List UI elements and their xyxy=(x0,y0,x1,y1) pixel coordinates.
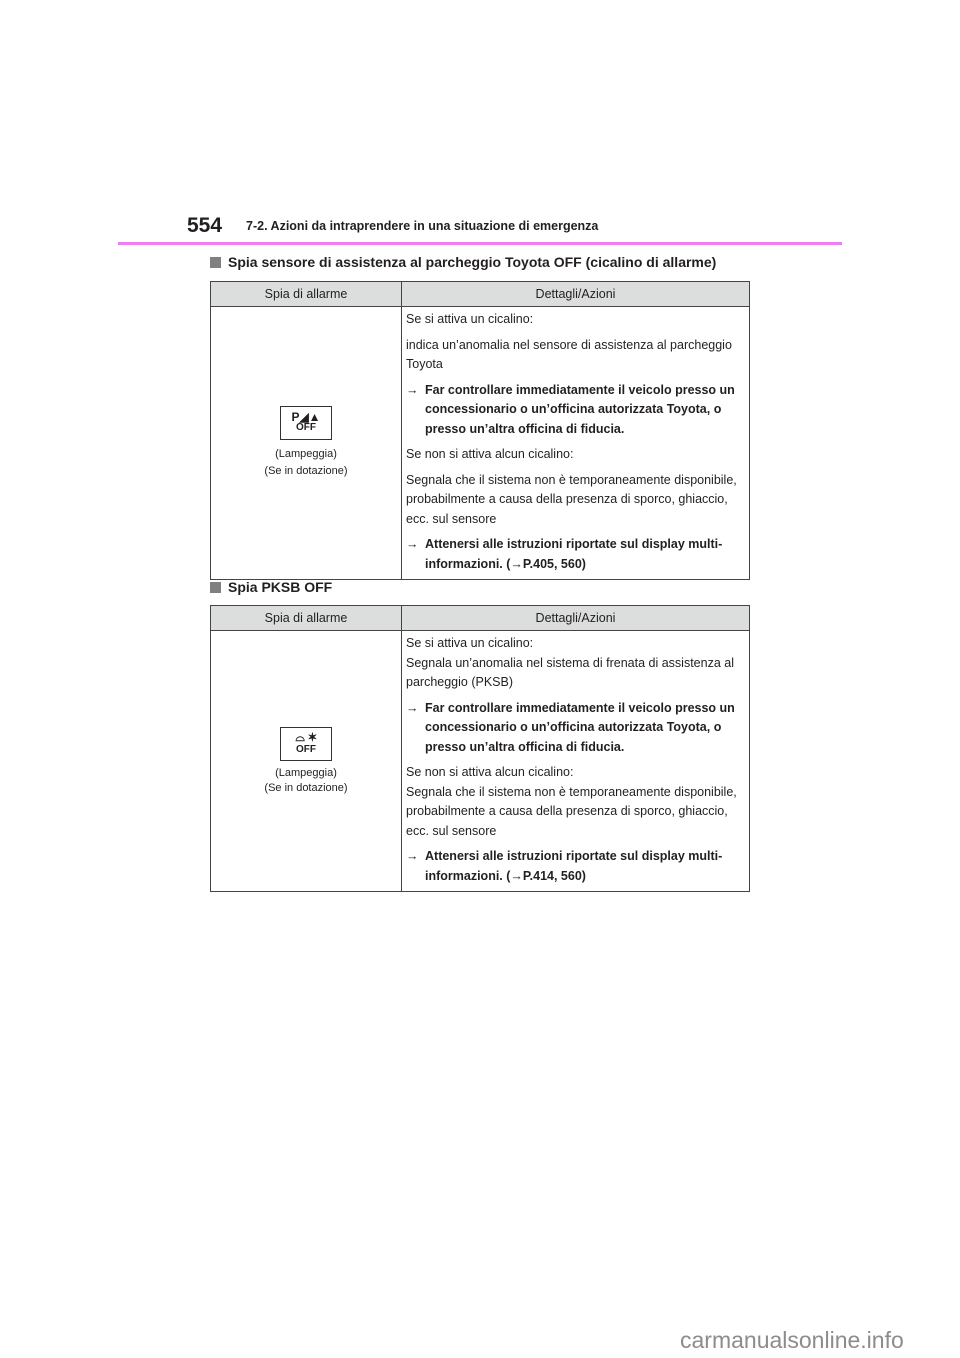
arrow-icon: → xyxy=(406,700,419,715)
action-text: → Far controllare immediatamente il veicolo presso un concessionario o un’officina autorizzata Toyota, o presso un’altra officina di fiducia. xyxy=(406,382,735,436)
section-title: Spia PKSB OFF xyxy=(228,579,333,595)
column-header: Spia di allarme xyxy=(211,606,402,631)
section-heading xyxy=(210,254,716,270)
watermark: carmanualsonline.info xyxy=(680,1327,904,1353)
details-cell xyxy=(402,631,750,892)
note: (Se in dotazione) xyxy=(264,465,348,477)
note: (Lampeggia) xyxy=(275,766,337,779)
detail-text: Segnala che il sistema non è temporaneamente disponibile, probabilmente a causa della presenza di sporco, ghiaccio, ecc. sul sensore xyxy=(406,472,737,526)
detail-text: indica un’anomalia nel sensore di assistenza al parcheggio Toyota xyxy=(406,337,732,371)
warning-table xyxy=(210,281,750,580)
parking-sensor-off-icon: P◢▲ OFF xyxy=(280,406,332,440)
section-title: Spia sensore di assistenza al parcheggio Toyota OFF (cicalino di allarme) xyxy=(228,254,717,270)
note: (Lampeggia) xyxy=(275,448,337,460)
indicator-cell xyxy=(211,631,402,892)
arrow-icon: → xyxy=(406,849,419,863)
warning-table xyxy=(210,605,750,892)
detail-text: Se si attiva un cicalino: xyxy=(406,636,534,650)
column-header: Dettagli/Azioni xyxy=(402,606,750,631)
arrow-icon: → xyxy=(406,537,419,551)
square-bullet-icon xyxy=(210,582,221,593)
section-heading xyxy=(210,579,332,595)
detail-text: Se non si attiva alcun cicalino: xyxy=(406,765,574,779)
detail-text: Segnala che il sistema non è temporaneamente disponibile, probabilmente a causa della presenza di sporco, ghiaccio, ecc. sul sensore xyxy=(406,784,737,838)
action-text: → Attenersi alle istruzioni riportate sul display multi-informazioni. (→P.405, 560) xyxy=(406,537,723,571)
column-header: Spia di allarme xyxy=(211,282,402,307)
square-bullet-icon xyxy=(210,257,221,268)
note: (Se in dotazione) xyxy=(264,781,348,794)
detail-text: Se si attiva un cicalino: xyxy=(406,312,534,326)
indicator-cell xyxy=(211,307,402,580)
detail-text: Se non si attiva alcun cicalino: xyxy=(406,447,574,461)
details-cell xyxy=(402,307,750,580)
action-text: → Far controllare immediatamente il veicolo presso un concessionario o un’officina autorizzata Toyota, o presso un’altra officina di fiducia. xyxy=(406,700,735,754)
column-header: Dettagli/Azioni xyxy=(402,282,750,307)
page-number: 554 xyxy=(187,214,223,237)
arrow-icon: → xyxy=(406,382,419,397)
detail-text: Segnala un’anomalia nel sistema di frenata di assistenza al parcheggio (PKSB) xyxy=(406,655,734,689)
pksb-off-icon: ⌓ ✶ OFF xyxy=(280,727,332,761)
chapter-title: 7-2. Azioni da intraprendere in una situazione di emergenza xyxy=(246,219,599,233)
header-rule xyxy=(118,242,842,245)
action-text: → Attenersi alle istruzioni riportate sul display multi-informazioni. (→P.414, 560) xyxy=(406,849,723,883)
